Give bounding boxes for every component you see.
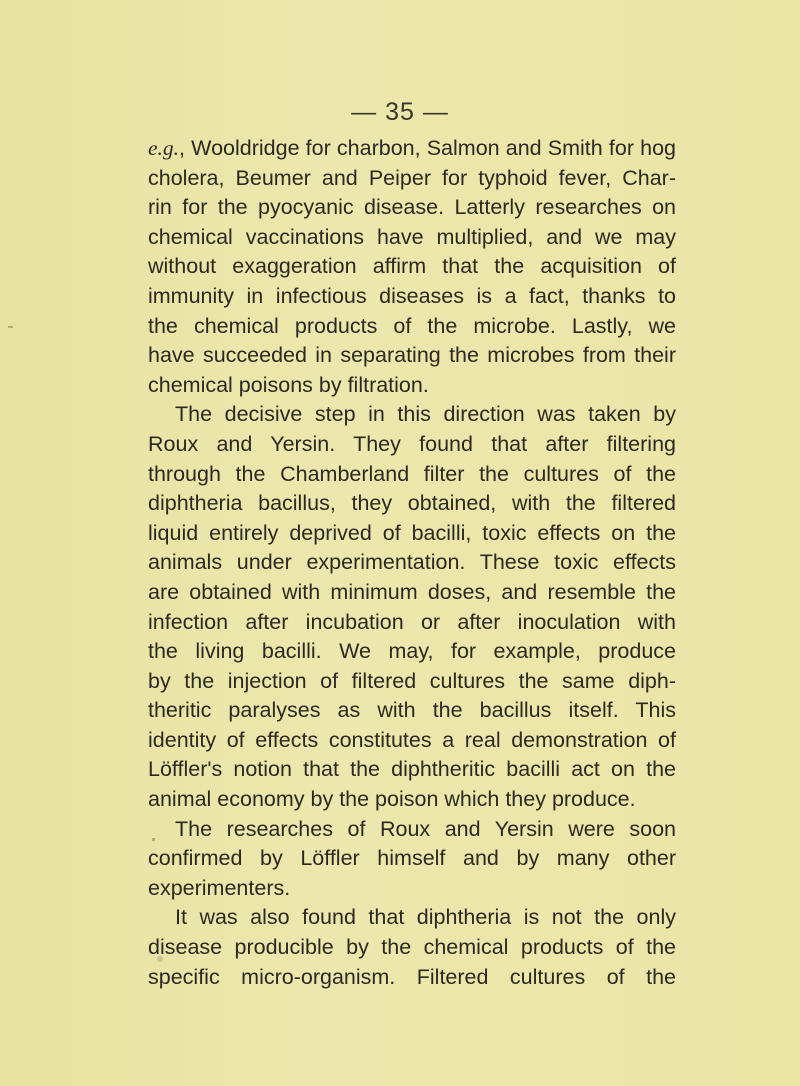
text-line: disease producible by the chemical products of the: [148, 935, 676, 960]
paragraph-2: [148, 400, 676, 814]
text-line: cholera, Beumer and Peiper for typhoid fever, Char-: [148, 165, 676, 190]
paragraph-3: [148, 815, 676, 904]
text-line: animals under experimentation. These toxic effects: [148, 550, 676, 575]
text-line: specific micro-organism. Filtered cultures of the: [148, 964, 676, 989]
text-line: Roux and Yersin. They found that after filtering: [148, 431, 676, 456]
text-line: Löffler's notion that the diphtheritic bacilli act on the: [148, 757, 676, 782]
text-line: have succeeded in separating the microbes from their: [148, 343, 676, 368]
text-line: chemical poisons by filtration.: [148, 372, 429, 397]
text-line: animal economy by the poison which they produce.: [148, 787, 636, 812]
text-line: immunity in infectious diseases is a fact, thanks to: [148, 283, 676, 308]
text-line: experimenters.: [148, 875, 291, 900]
text-line: without exaggeration affirm that the acquisition of: [148, 254, 676, 279]
text-line: confirmed by Löffler himself and by many other: [148, 846, 676, 871]
text-line: infection after incubation or after inoculation with: [148, 609, 676, 634]
text-line: diphtheria bacillus, they obtained, with the filtered: [148, 491, 676, 516]
body-text: [148, 134, 676, 992]
text-line: The decisive step in this direction was taken by: [175, 402, 676, 427]
text-line: by the injection of filtered cultures the same diph-: [148, 668, 676, 693]
paper-speck: [152, 838, 155, 841]
text-line: chemical vaccinations have multiplied, and we may: [148, 224, 676, 249]
text-line: theritic paralyses as with the bacillus itself. This: [148, 698, 676, 723]
paper-speck: [8, 326, 13, 328]
text-line: rin for the pyocyanic disease. Latterly researches on: [148, 195, 676, 220]
paper-speck: [157, 956, 163, 962]
text-line: the chemical products of the microbe. Lastly, we: [148, 313, 676, 338]
text-line: identity of effects constitutes a real demonstration of: [148, 727, 676, 752]
text-line-content: , Wooldridge for charbon, Salmon and Smith for hog: [179, 136, 676, 160]
text-line: through the Chamberland filter the cultures of the: [148, 461, 676, 486]
text-line: It was also found that diphtheria is not the only: [175, 905, 676, 930]
text-line: are obtained with minimum doses, and resemble the: [148, 579, 676, 604]
text-line: the living bacilli. We may, for example, produce: [148, 639, 676, 664]
text-line: [148, 134, 676, 164]
page-number: — 35 —: [351, 98, 449, 126]
paragraph-4: [148, 903, 676, 992]
text-line: The researches of Roux and Yersin were soon: [175, 816, 676, 841]
paragraph-1: [148, 134, 676, 400]
text-line: liquid entirely deprived of bacilli, toxic effects on the: [148, 520, 676, 545]
text-line-italic: e.g.: [148, 136, 180, 160]
